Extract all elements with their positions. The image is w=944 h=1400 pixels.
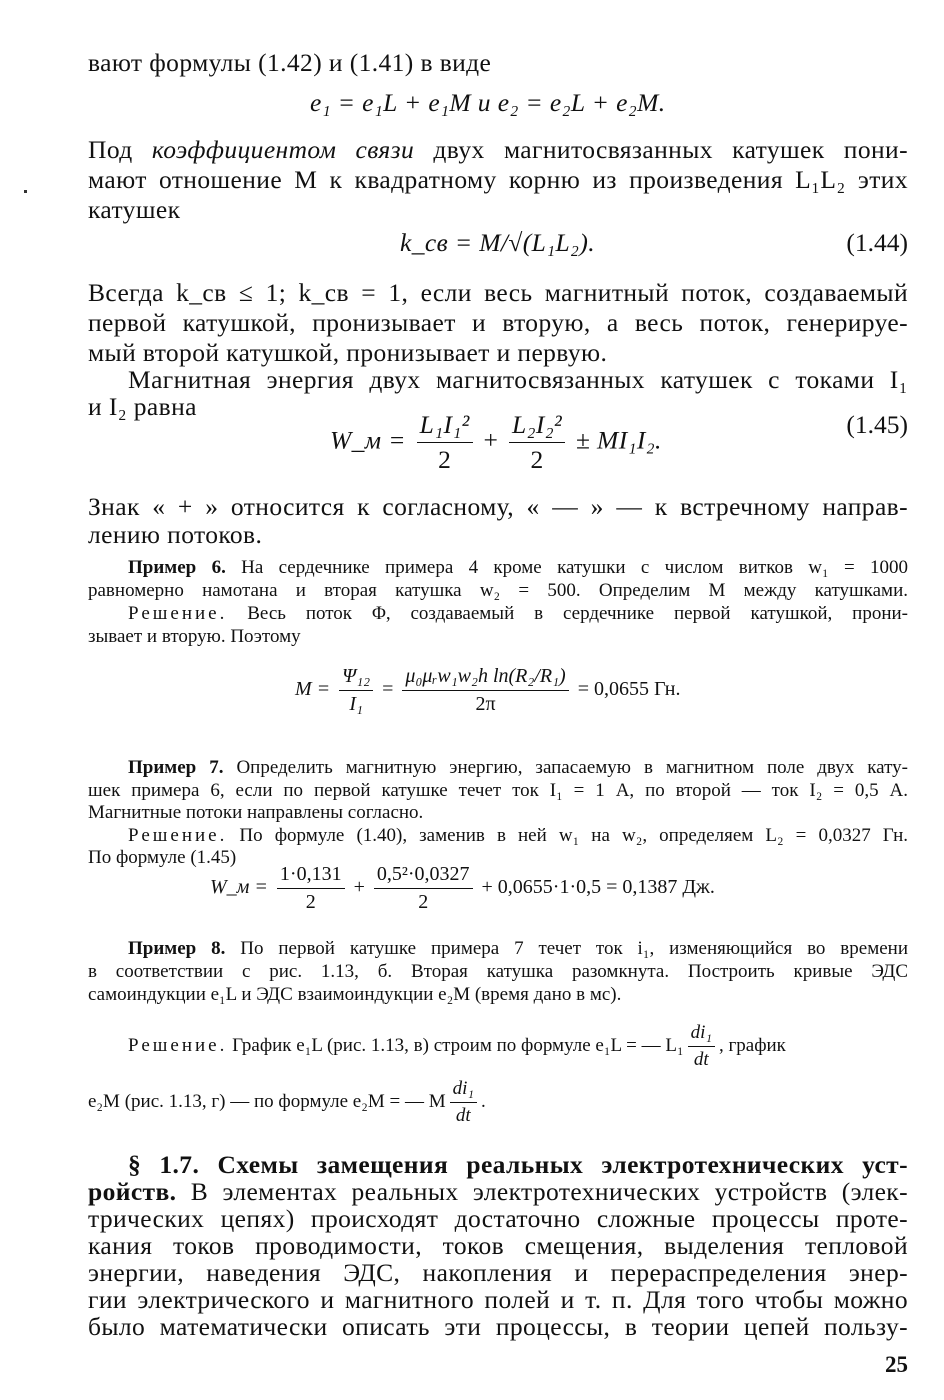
example-7-line: Магнитные потоки направлены согласно. — [88, 802, 424, 823]
text-line: Всегда k_св ≤ 1; k_св = 1, если весь магнитный поток, создаваемый — [88, 278, 908, 307]
text-line: катушек — [88, 195, 181, 224]
section-heading: § 1.7. Схемы замещения реальных электротехнических уст- — [128, 1150, 908, 1179]
solution-line: Решение. График e₁L (рис. 1.13, в) строим по формуле e₁L = — L₁ $\frac{\text{di₁}}{dt}$ , график — [128, 1022, 786, 1070]
solution-line: По формуле (1.45) — [88, 847, 237, 868]
text-line: мый второй катушкой, пронизывает и первую. — [88, 338, 608, 367]
text-line: гии электрического и магнитного полей и т. п. Для того чтобы можно — [88, 1285, 908, 1314]
text-line: кания токов проводимости, токов смещения, выделения тепловой — [88, 1231, 908, 1260]
example-7-line: шек примера 6, если по первой катушке течет ток I₁ = 1 А, по второй — ток I₂ = 0,5 А. — [88, 780, 908, 801]
equation-number: (1.45) — [846, 410, 908, 439]
solution-line: зывает и вторую. Поэтому — [88, 626, 301, 647]
text-line: Магнитная энергия двух магнитосвязанных катушек с токами I₁ — [128, 365, 908, 394]
equation-wm: W_м = $\frac{\text{L₁I₁²}}{2}$ + $\frac{\text{L₂I₂²}}{2}$ ± MI₁I₂. — [330, 410, 662, 474]
equation-kcv: k_св = M/√(L₁L₂). — [400, 228, 595, 257]
text-line: было математически описать эти процессы, в теории цепей пользу- — [88, 1312, 908, 1341]
solution-line: Решение. Весь поток Φ, создаваемый в сердечнике первой катушкой, прони- — [128, 603, 908, 624]
text-line: Знак « + » относится к согласному, « — » — к встречному направ- — [88, 492, 908, 521]
text-line: ройств. В элементах реальных электротехнических устройств (элек- — [88, 1177, 908, 1206]
example-7-line: Пример 7. Определить магнитную энергию, запасаемую в магнитном поле двух кату- — [128, 757, 908, 778]
text-line: трических цепях) происходят достаточно сложные процессы проте- — [88, 1204, 908, 1233]
text-line: и I₂ равна — [88, 392, 197, 421]
text-line: Под коэффициентом связи двух магнитосвязанных катушек пони- — [88, 135, 908, 164]
page-number: 25 — [885, 1352, 908, 1377]
text-line: лению потоков. — [88, 520, 263, 549]
text-line: мают отношение M к квадратному корню из произведения L₁L₂ этих — [88, 165, 908, 194]
example-6-line: Пример 6. На сердечнике примера 4 кроме катушки с числом витков w₁ = 1000 — [128, 557, 908, 578]
example-6-line: равномерно намотана и вторая катушка w₂ = 500. Определим M между катушками. — [88, 580, 908, 601]
scan-speck — [24, 190, 27, 193]
equation-energy-result: W_м = $\frac{1\cdot 0,131}{2}$ + $\frac{\text{0,5²·0,0327}}{2}$ + 0,0655·1·0,5 = 0,1387 Дж. — [210, 863, 715, 913]
text-line: энергии, наведения ЭДС, накопления и перераспределения энер- — [88, 1258, 908, 1287]
solution-line: Решение. По формуле (1.40), заменив в ней w₁ на w₂, определяем L₂ = 0,0327 Гн. — [128, 825, 908, 846]
example-8-line: в соответствии с рис. 1.13, б. Вторая катушка разомкнута. Построить кривые ЭДС — [88, 961, 908, 982]
equation-mutual-inductance: M = $\frac{\text{Ψ₁₂}}{\text{I₁}}$ = $\frac{\text{μ₀μᵣw₁w₂h ln(R₂/R₁)}}{2\pi}$ = 0,0655 Гн. — [295, 665, 681, 715]
text-line: первой катушкой, пронизывает и вторую, а весь поток, генерируе- — [88, 308, 908, 337]
example-8-line: самоиндукции e₁L и ЭДС взаимоиндукции e₂M (время дано в мс). — [88, 984, 622, 1005]
equation-number: (1.44) — [846, 228, 908, 257]
example-8-line: Пример 8. По первой катушке примера 7 течет ток i₁, изменяющийся во времени — [128, 938, 908, 959]
equation-e1-e2: e₁ = e₁L + e₁M и e₂ = e₂L + e₂M. — [310, 88, 666, 117]
text-line: вают формулы (1.42) и (1.41) в виде — [88, 48, 492, 77]
solution-line: e₂M (рис. 1.13, г) — по формуле e₂M = — M $\frac{\text{di₁}}{dt}$ . — [88, 1078, 486, 1126]
